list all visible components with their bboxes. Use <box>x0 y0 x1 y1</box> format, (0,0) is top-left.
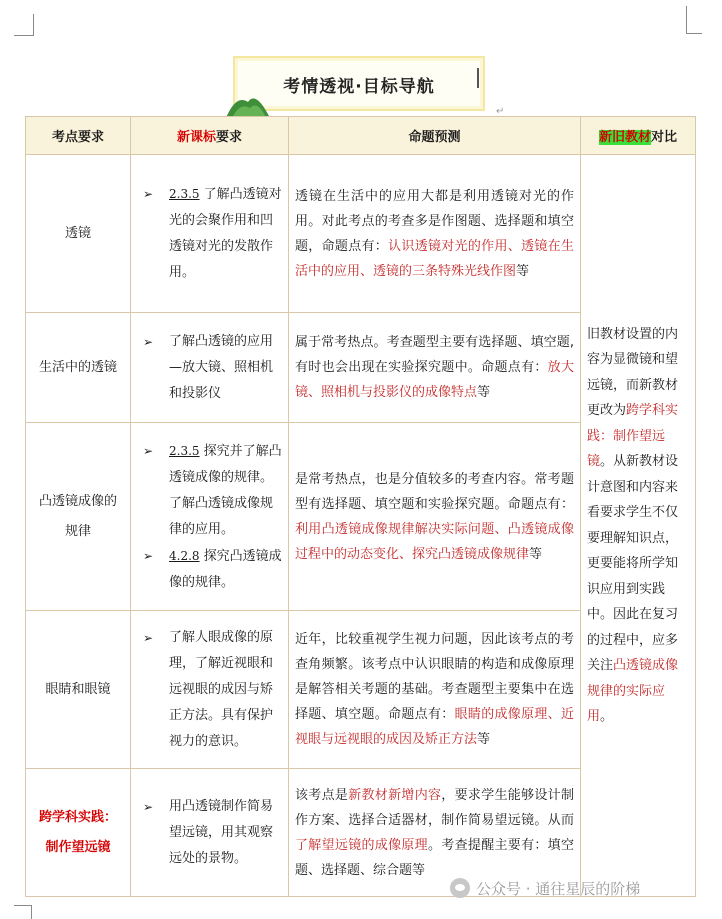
arrow-bullet-icon: ➢ <box>143 334 154 349</box>
requirement-cell <box>131 769 289 897</box>
page-corner-mark-top-left <box>14 14 34 36</box>
requirement-item: ➢ 了解人眼成像的原理，了解近视眼和远视眼的成因与矫正方法。具有保护视力的意识。 <box>139 625 282 755</box>
prediction-cell: 透镜在生活中的应用大都是利用透镜对光的作用。对此考点的考查多是作图题、选择题和填空题，命题点有：认识透镜对光的作用、透镜在生活中的应用、透镜的三条特殊光线作图等 <box>289 155 581 313</box>
requirement-item: ➢ 了解凸透镜的应用—放大镜、照相机和投影仪 <box>139 329 282 407</box>
page-corner-mark-bottom-left <box>14 905 32 919</box>
title-banner <box>233 56 485 111</box>
prediction-cell: 该考点是新教材新增内容，要求学生能够设计制作方案、选择合适器材，制作简易望远镜。从而了解望远镜的成像原理。考查提醒主要有：填空题、选择题、综合题等 <box>289 769 581 897</box>
arrow-bullet-icon: ➢ <box>143 443 154 458</box>
comparison-cell: 旧教材设置的内容为显微镜和望远镜，而新教材更改为跨学科实践：制作望远镜。从新教材设计意图和内容来看要求学生不仅要理解知识点，更要能将所学知识应用到实践中。因此在复习的过程中，应多关注凸透镜成像规律的实际应用。 <box>581 155 696 897</box>
kaodian-cell: 透镜 <box>26 155 131 313</box>
header-duibi: 新旧教材对比 <box>581 117 696 155</box>
arrow-bullet-icon: ➢ <box>143 187 154 201</box>
kaodian-cell: 跨学科实践： 制作望远镜 <box>26 769 131 897</box>
banner-accent-bar <box>477 68 479 88</box>
kaodian-cell: 眼睛和眼镜 <box>26 611 131 769</box>
arrow-bullet-icon: ➢ <box>143 799 154 814</box>
page-corner-mark-top-right <box>686 6 702 34</box>
header-mingti: 命题预测 <box>289 117 581 155</box>
table-header-row <box>26 117 696 155</box>
kaodian-cell: 凸透镜成像的 规律 <box>26 423 131 611</box>
requirement-cell <box>131 423 289 611</box>
header-kaodian: 考点要求 <box>26 117 131 155</box>
requirement-item: ➢ 2.3.5 了解凸透镜对光的会聚作用和凹透镜对光的发散作用。 <box>139 181 282 286</box>
green-hill-icon <box>226 90 270 118</box>
requirement-item: ➢ 2.3.5 探究并了解凸透镜成像的规律。了解凸透镜成像规律的应用。 <box>139 438 282 543</box>
kaodian-cell: 生活中的透镜 <box>26 313 131 423</box>
banner-title: 考情透视·目标导航 <box>283 77 435 97</box>
prediction-cell: 属于常考热点。考查题型主要有选择题、填空题, 有时也会出现在实验探究题中。命题点有：放大镜、照相机与投影仪的成像特点等 <box>289 313 581 423</box>
prediction-cell: 近年，比较重视学生视力问题，因此该考点的考查角频繁。该考点中认识眼睛的构造和成像原理是解答相关考题的基础。考查题型主要集中在选择题、填空题。命题点有：眼睛的成像原理、近视眼与远视眼的成因及矫正方法等 <box>289 611 581 769</box>
requirement-cell <box>131 611 289 769</box>
header-xinkebiao: 新课标要求 <box>131 117 289 155</box>
paragraph-return-icon: ↵ <box>496 106 505 117</box>
requirement-item: ➢ 4.2.8 探究凸透镜成像的规律。 <box>139 543 282 596</box>
requirement-cell <box>131 313 289 423</box>
arrow-bullet-icon: ➢ <box>143 548 154 563</box>
watermark <box>450 876 640 900</box>
prediction-cell: 是常考热点，也是分值较多的考查内容。常考题型有选择题、填空题和实验探究题。命题点有：利用凸透镜成像规律解决实际问题、凸透镜成像过程中的动态变化、探究凸透镜成像规律等 <box>289 423 581 611</box>
arrow-bullet-icon: ➢ <box>143 630 154 645</box>
requirement-cell <box>131 155 289 313</box>
table-row <box>26 155 696 313</box>
requirement-item: ➢ 用凸透镜制作简易望远镜，用其观察远处的景物。 <box>139 794 282 872</box>
wechat-logo-icon <box>450 878 470 898</box>
watermark-text: 公众号 · 通往星辰的阶梯 <box>476 879 641 898</box>
exam-analysis-table <box>25 116 696 897</box>
